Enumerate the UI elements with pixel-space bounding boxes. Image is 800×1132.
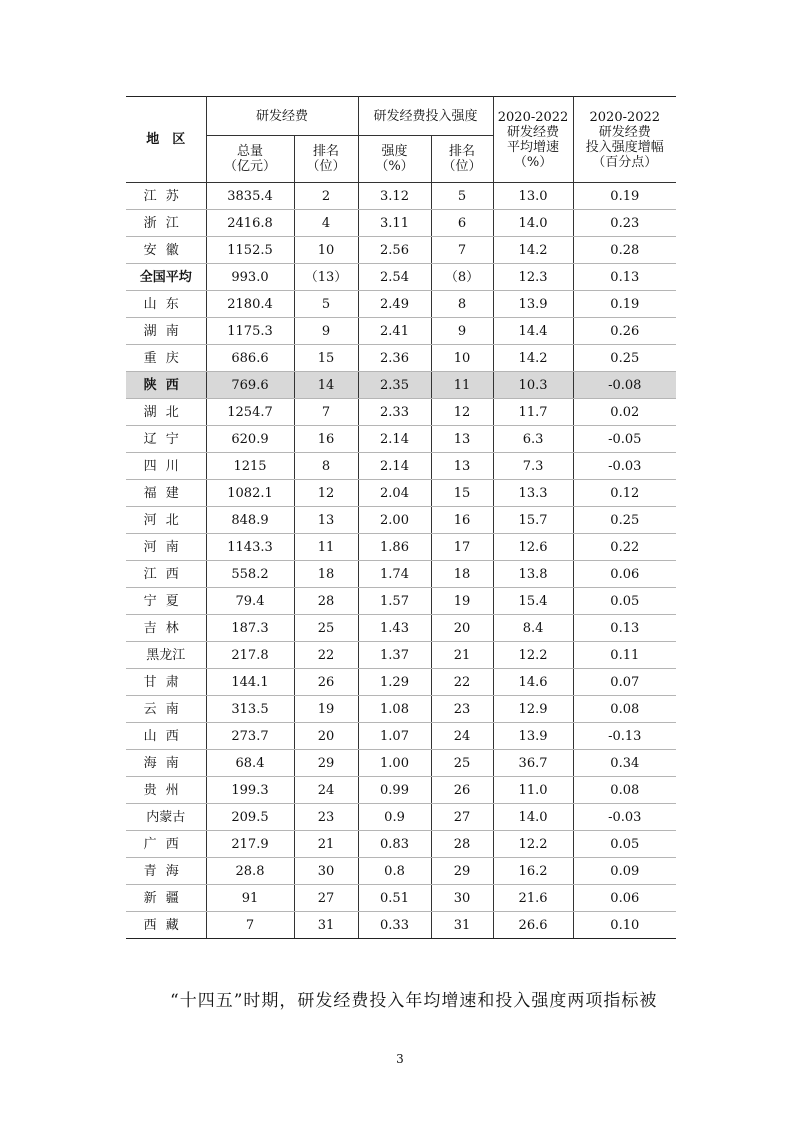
cell-total: 209.5 <box>206 804 294 831</box>
cell-increase: 0.08 <box>573 777 676 804</box>
cell-growth: 12.3 <box>493 264 573 291</box>
cell-intensity: 0.99 <box>358 777 431 804</box>
cell-increase: 0.08 <box>573 696 676 723</box>
cell-region: 江苏 <box>126 183 206 210</box>
cell-region: 湖北 <box>126 399 206 426</box>
table-row <box>126 507 676 534</box>
cell-growth: 14.6 <box>493 669 573 696</box>
cell-total: 1152.5 <box>206 237 294 264</box>
cell-growth: 14.2 <box>493 345 573 372</box>
table-row <box>126 615 676 642</box>
cell-growth: 13.8 <box>493 561 573 588</box>
body-paragraph: “十四五”时期，研发经费投入年均增速和投入强度两项指标被 <box>170 991 658 1011</box>
table-row <box>126 453 676 480</box>
rd-funding-table <box>126 96 676 939</box>
cell-growth: 14.0 <box>493 210 573 237</box>
cell-increase: 0.23 <box>573 210 676 237</box>
cell-rank1: 27 <box>294 885 358 912</box>
table-row <box>126 750 676 777</box>
cell-rank2: 25 <box>431 750 493 777</box>
cell-growth: 7.3 <box>493 453 573 480</box>
cell-intensity: 1.57 <box>358 588 431 615</box>
cell-growth: 11.0 <box>493 777 573 804</box>
cell-rank2: （8） <box>431 264 493 291</box>
table-row <box>126 399 676 426</box>
cell-intensity: 2.49 <box>358 291 431 318</box>
cell-region: 四川 <box>126 453 206 480</box>
cell-rank2: 27 <box>431 804 493 831</box>
cell-rank2: 29 <box>431 858 493 885</box>
cell-intensity: 2.00 <box>358 507 431 534</box>
cell-total: 91 <box>206 885 294 912</box>
cell-growth: 13.9 <box>493 723 573 750</box>
cell-intensity: 1.07 <box>358 723 431 750</box>
header-region: 地 区 <box>126 97 206 183</box>
cell-intensity: 2.54 <box>358 264 431 291</box>
cell-region: 全国平均 <box>126 264 206 291</box>
cell-growth: 15.4 <box>493 588 573 615</box>
cell-rank2: 7 <box>431 237 493 264</box>
cell-region: 内蒙古 <box>126 804 206 831</box>
cell-growth: 14.0 <box>493 804 573 831</box>
cell-rank1: 29 <box>294 750 358 777</box>
cell-total: 993.0 <box>206 264 294 291</box>
header-total: 总量 （亿元） <box>206 136 294 183</box>
cell-rank1: 18 <box>294 561 358 588</box>
header-growth: 2020-2022 研发经费 平均增速 （%） <box>493 97 573 183</box>
cell-increase: 0.11 <box>573 642 676 669</box>
cell-rank1: 15 <box>294 345 358 372</box>
cell-rank1: 24 <box>294 777 358 804</box>
table-row <box>126 858 676 885</box>
cell-intensity: 2.04 <box>358 480 431 507</box>
header-rank-funds: 排名 （位） <box>294 136 358 183</box>
cell-total: 848.9 <box>206 507 294 534</box>
cell-rank2: 13 <box>431 453 493 480</box>
cell-increase: 0.26 <box>573 318 676 345</box>
cell-rank1: 22 <box>294 642 358 669</box>
cell-total: 558.2 <box>206 561 294 588</box>
cell-growth: 21.6 <box>493 885 573 912</box>
cell-rank1: （13） <box>294 264 358 291</box>
cell-intensity: 2.14 <box>358 426 431 453</box>
cell-increase: 0.13 <box>573 264 676 291</box>
cell-rank1: 8 <box>294 453 358 480</box>
cell-rank1: 7 <box>294 399 358 426</box>
cell-increase: 0.19 <box>573 183 676 210</box>
cell-increase: -0.03 <box>573 453 676 480</box>
cell-intensity: 1.74 <box>358 561 431 588</box>
cell-growth: 12.2 <box>493 831 573 858</box>
table-row <box>126 426 676 453</box>
cell-rank2: 30 <box>431 885 493 912</box>
cell-region: 新疆 <box>126 885 206 912</box>
cell-rank2: 31 <box>431 912 493 939</box>
cell-rank1: 4 <box>294 210 358 237</box>
cell-total: 1082.1 <box>206 480 294 507</box>
cell-intensity: 0.51 <box>358 885 431 912</box>
cell-increase: 0.02 <box>573 399 676 426</box>
cell-increase: 0.09 <box>573 858 676 885</box>
cell-region: 黑龙江 <box>126 642 206 669</box>
cell-rank2: 17 <box>431 534 493 561</box>
cell-region: 西藏 <box>126 912 206 939</box>
cell-rank2: 13 <box>431 426 493 453</box>
cell-growth: 13.9 <box>493 291 573 318</box>
cell-rank2: 22 <box>431 669 493 696</box>
cell-growth: 12.6 <box>493 534 573 561</box>
cell-growth: 36.7 <box>493 750 573 777</box>
cell-rank1: 16 <box>294 426 358 453</box>
cell-rank2: 20 <box>431 615 493 642</box>
table-row <box>126 561 676 588</box>
cell-intensity: 3.12 <box>358 183 431 210</box>
table-row <box>126 696 676 723</box>
cell-increase: 0.25 <box>573 345 676 372</box>
cell-intensity: 0.83 <box>358 831 431 858</box>
cell-growth: 8.4 <box>493 615 573 642</box>
cell-total: 1215 <box>206 453 294 480</box>
cell-rank2: 26 <box>431 777 493 804</box>
cell-rank1: 19 <box>294 696 358 723</box>
cell-increase: 0.06 <box>573 561 676 588</box>
cell-region: 陕西 <box>126 372 206 399</box>
cell-region: 云南 <box>126 696 206 723</box>
cell-region: 山西 <box>126 723 206 750</box>
table-row <box>126 372 676 399</box>
cell-increase: 0.25 <box>573 507 676 534</box>
table-row <box>126 804 676 831</box>
table-row <box>126 831 676 858</box>
table-row <box>126 237 676 264</box>
cell-intensity: 2.35 <box>358 372 431 399</box>
cell-rank1: 21 <box>294 831 358 858</box>
cell-total: 217.8 <box>206 642 294 669</box>
cell-region: 甘肃 <box>126 669 206 696</box>
cell-intensity: 2.41 <box>358 318 431 345</box>
cell-rank2: 18 <box>431 561 493 588</box>
table-row <box>126 588 676 615</box>
cell-intensity: 2.33 <box>358 399 431 426</box>
cell-total: 79.4 <box>206 588 294 615</box>
cell-intensity: 2.56 <box>358 237 431 264</box>
header-rank-intensity: 排名 （位） <box>431 136 493 183</box>
cell-intensity: 0.9 <box>358 804 431 831</box>
cell-intensity: 1.37 <box>358 642 431 669</box>
cell-growth: 10.3 <box>493 372 573 399</box>
cell-total: 7 <box>206 912 294 939</box>
cell-rank1: 26 <box>294 669 358 696</box>
cell-region: 海南 <box>126 750 206 777</box>
table-row <box>126 642 676 669</box>
cell-rank2: 21 <box>431 642 493 669</box>
cell-region: 青海 <box>126 858 206 885</box>
cell-growth: 13.0 <box>493 183 573 210</box>
cell-intensity: 2.36 <box>358 345 431 372</box>
cell-growth: 12.9 <box>493 696 573 723</box>
cell-total: 199.3 <box>206 777 294 804</box>
cell-increase: 0.05 <box>573 588 676 615</box>
cell-increase: 0.10 <box>573 912 676 939</box>
table-row <box>126 264 676 291</box>
cell-growth: 12.2 <box>493 642 573 669</box>
cell-intensity: 1.08 <box>358 696 431 723</box>
cell-total: 68.4 <box>206 750 294 777</box>
cell-rank2: 6 <box>431 210 493 237</box>
header-increase: 2020-2022 研发经费 投入强度增幅 （百分点） <box>573 97 676 183</box>
cell-growth: 6.3 <box>493 426 573 453</box>
cell-total: 2180.4 <box>206 291 294 318</box>
table-body <box>126 183 676 939</box>
cell-total: 187.3 <box>206 615 294 642</box>
cell-increase: 0.34 <box>573 750 676 777</box>
cell-rank1: 10 <box>294 237 358 264</box>
cell-rank2: 8 <box>431 291 493 318</box>
cell-rank2: 28 <box>431 831 493 858</box>
cell-rank1: 28 <box>294 588 358 615</box>
table-row <box>126 777 676 804</box>
cell-total: 2416.8 <box>206 210 294 237</box>
cell-increase: -0.05 <box>573 426 676 453</box>
cell-total: 144.1 <box>206 669 294 696</box>
cell-increase: -0.13 <box>573 723 676 750</box>
cell-increase: -0.03 <box>573 804 676 831</box>
cell-region: 辽宁 <box>126 426 206 453</box>
cell-intensity: 1.43 <box>358 615 431 642</box>
cell-increase: 0.12 <box>573 480 676 507</box>
cell-region: 安徽 <box>126 237 206 264</box>
page-number: 3 <box>396 1052 404 1066</box>
cell-region: 河南 <box>126 534 206 561</box>
cell-growth: 13.3 <box>493 480 573 507</box>
cell-rank2: 9 <box>431 318 493 345</box>
cell-region: 湖南 <box>126 318 206 345</box>
cell-rank2: 15 <box>431 480 493 507</box>
cell-rank1: 30 <box>294 858 358 885</box>
cell-increase: 0.19 <box>573 291 676 318</box>
cell-total: 1175.3 <box>206 318 294 345</box>
cell-increase: 0.06 <box>573 885 676 912</box>
cell-total: 273.7 <box>206 723 294 750</box>
cell-rank1: 20 <box>294 723 358 750</box>
cell-increase: 0.05 <box>573 831 676 858</box>
cell-increase: 0.13 <box>573 615 676 642</box>
table-row <box>126 912 676 939</box>
cell-rank1: 31 <box>294 912 358 939</box>
cell-region: 浙江 <box>126 210 206 237</box>
cell-rank1: 23 <box>294 804 358 831</box>
cell-rank1: 2 <box>294 183 358 210</box>
cell-rank2: 10 <box>431 345 493 372</box>
cell-rank1: 12 <box>294 480 358 507</box>
cell-rank1: 14 <box>294 372 358 399</box>
cell-increase: -0.08 <box>573 372 676 399</box>
cell-rank2: 19 <box>431 588 493 615</box>
table-row <box>126 183 676 210</box>
table-row <box>126 291 676 318</box>
cell-increase: 0.22 <box>573 534 676 561</box>
cell-intensity: 0.33 <box>358 912 431 939</box>
cell-total: 1143.3 <box>206 534 294 561</box>
cell-rank1: 25 <box>294 615 358 642</box>
table-row <box>126 534 676 561</box>
cell-rank2: 23 <box>431 696 493 723</box>
cell-intensity: 1.00 <box>358 750 431 777</box>
cell-rank2: 11 <box>431 372 493 399</box>
table-row <box>126 723 676 750</box>
table-row <box>126 885 676 912</box>
cell-total: 1254.7 <box>206 399 294 426</box>
cell-rank2: 24 <box>431 723 493 750</box>
cell-total: 28.8 <box>206 858 294 885</box>
cell-region: 河北 <box>126 507 206 534</box>
table-row <box>126 345 676 372</box>
header-strength: 强度 （%） <box>358 136 431 183</box>
table-row <box>126 669 676 696</box>
cell-intensity: 1.86 <box>358 534 431 561</box>
cell-region: 贵州 <box>126 777 206 804</box>
cell-region: 福建 <box>126 480 206 507</box>
header-intensity: 研发经费投入强度 <box>358 97 493 136</box>
cell-intensity: 2.14 <box>358 453 431 480</box>
cell-intensity: 1.29 <box>358 669 431 696</box>
cell-region: 吉林 <box>126 615 206 642</box>
cell-growth: 26.6 <box>493 912 573 939</box>
cell-increase: 0.28 <box>573 237 676 264</box>
cell-rank1: 9 <box>294 318 358 345</box>
cell-growth: 14.2 <box>493 237 573 264</box>
cell-rank2: 5 <box>431 183 493 210</box>
cell-total: 217.9 <box>206 831 294 858</box>
table-row <box>126 480 676 507</box>
cell-intensity: 3.11 <box>358 210 431 237</box>
cell-total: 313.5 <box>206 696 294 723</box>
table-row <box>126 318 676 345</box>
header-rd-funds: 研发经费 <box>206 97 358 136</box>
cell-total: 620.9 <box>206 426 294 453</box>
cell-growth: 14.4 <box>493 318 573 345</box>
cell-intensity: 0.8 <box>358 858 431 885</box>
cell-rank2: 16 <box>431 507 493 534</box>
cell-total: 686.6 <box>206 345 294 372</box>
cell-total: 769.6 <box>206 372 294 399</box>
cell-rank1: 11 <box>294 534 358 561</box>
cell-total: 3835.4 <box>206 183 294 210</box>
cell-increase: 0.07 <box>573 669 676 696</box>
cell-growth: 15.7 <box>493 507 573 534</box>
cell-growth: 16.2 <box>493 858 573 885</box>
table-row <box>126 210 676 237</box>
cell-growth: 11.7 <box>493 399 573 426</box>
cell-rank2: 12 <box>431 399 493 426</box>
cell-rank1: 5 <box>294 291 358 318</box>
cell-region: 山东 <box>126 291 206 318</box>
cell-rank1: 13 <box>294 507 358 534</box>
cell-region: 宁夏 <box>126 588 206 615</box>
cell-region: 江西 <box>126 561 206 588</box>
cell-region: 广西 <box>126 831 206 858</box>
cell-region: 重庆 <box>126 345 206 372</box>
